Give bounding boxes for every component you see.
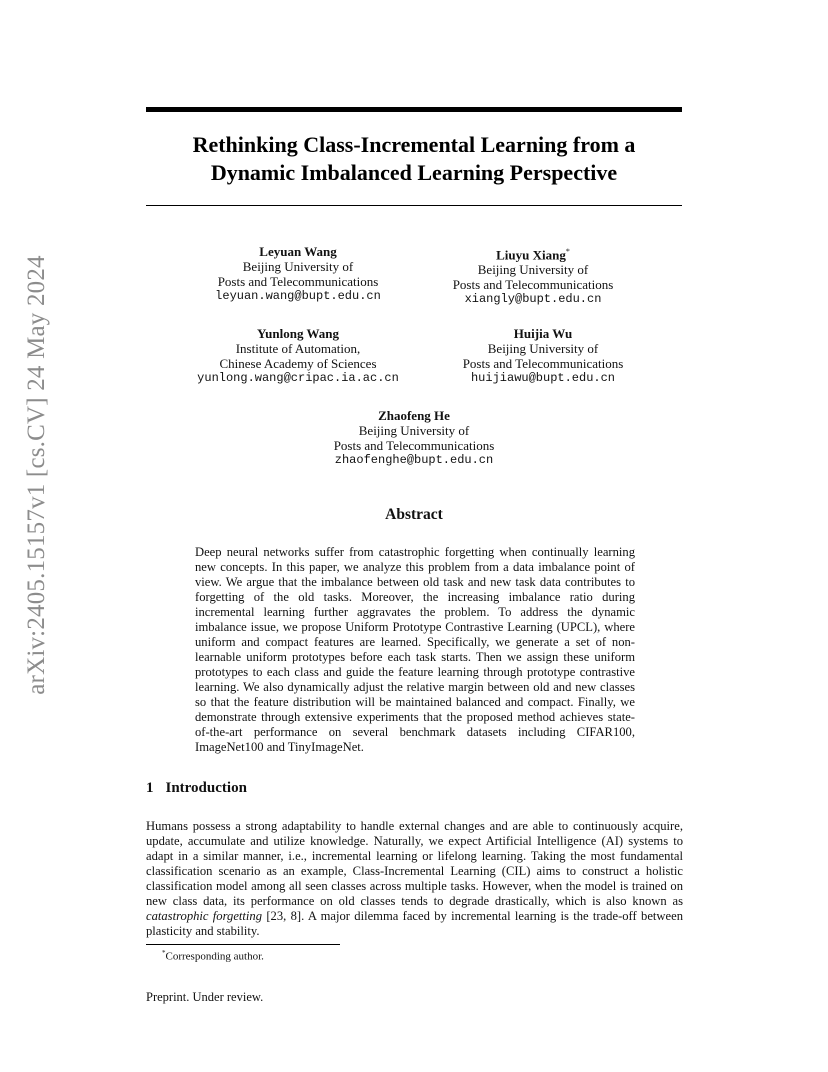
- abstract-text: Deep neural networks suffer from catastrophic forgetting when continually learning new concepts. In this paper, we analyze this problem from a data imbalance point of view. We argue that the imbalance between old task and new task data contributes to forgetting of the old tasks. Moreover, the increasing imbalance ratio during incremental learning further aggravates the problem. To address the dynamic imbalance issue, we propose Uniform Prototype Contrastive Learning (UPCL), where uniform and compact features are learned. Specifically, we generate a set of non-learnable uniform prototypes before each task starts. Then we assign these uniform prototypes to each class and guide the feature learning through prototype contrastive learning. We also dynamically adjust the relative margin between old and new classes so that the feature distribution will be maintained balanced and compact. Finally, we demonstrate through extensive experiments that the proposed method achieves state-of-the-art performance on several benchmark datasets including CIFAR100, ImageNet100 and TinyImageNet.: [195, 545, 635, 754]
- author-affiliation-line: Beijing University of: [358, 423, 470, 438]
- preprint-notice: Preprint. Under review.: [146, 990, 264, 1004]
- introduction-paragraph: [146, 819, 683, 939]
- author-block-1: [168, 244, 428, 304]
- author-name: Leyuan Wang: [259, 244, 337, 259]
- intro-text-part-1: Humans possess a strong adaptability to handle external changes and are able to continuously acquire, update, accumulate and utilize knowledge. Naturally, we expect Artificial Intelligence (AI) systems to adapt in a similar manner, i.e., incremental learning or lifelong learning. Taking the most fundamental classification scenario as an example, Class-Incremental Learning (CIL) aims to construct a holistic classification model among all seen classes across multiple tasks. However, when the model is trained on new class data, its performance on old classes tends to degrade drastically, which is also known as: [146, 819, 683, 908]
- author-email: xiangly@bupt.edu.cn: [464, 292, 602, 307]
- author-block-4: [413, 326, 673, 386]
- author-block-2: [403, 244, 663, 307]
- author-affiliation-line: Institute of Automation,: [235, 341, 361, 356]
- author-affiliation-line: Posts and Telecommunications: [452, 277, 614, 293]
- author-name: Zhaofeng He: [378, 408, 450, 423]
- author-affiliation-line: Posts and Telecommunications: [462, 356, 624, 371]
- intro-text-part-2: [23, 8]. A major dilemma faced by incremental learning is the trade-off between plasticity and stability.: [146, 909, 683, 938]
- footnote-mark: *: [162, 949, 166, 957]
- footnote-rule: [146, 944, 340, 945]
- author-affiliation-line: Beijing University of: [477, 262, 589, 278]
- author-email: leyuan.wang@bupt.edu.cn: [215, 289, 381, 303]
- footnote: [162, 949, 264, 963]
- abstract-heading: Abstract: [385, 506, 443, 523]
- footnote-text: Corresponding author.: [165, 950, 264, 963]
- paper-title: [146, 131, 682, 187]
- author-name: Yunlong Wang: [256, 326, 340, 341]
- title-bottom-rule: [146, 205, 682, 206]
- author-email: yunlong.wang@cripac.ia.ac.cn: [197, 371, 399, 385]
- intro-emphasis: catastrophic forgetting: [146, 909, 263, 923]
- section-heading-introduction: [146, 780, 247, 797]
- author-block-5: [284, 408, 544, 468]
- title-line-1: Rethinking Class-Incremental Learning from a: [192, 132, 636, 157]
- author-email: huijiawu@bupt.edu.cn: [470, 371, 616, 385]
- title-line-2: Dynamic Imbalanced Learning Perspective: [210, 160, 618, 185]
- corresponding-author-mark: *: [565, 247, 570, 256]
- author-name: [403, 244, 663, 262]
- section-title: Introduction: [165, 780, 247, 796]
- author-name: Huijia Wu: [513, 326, 573, 341]
- title-top-rule: [146, 107, 682, 112]
- author-affiliation-line: Posts and Telecommunications: [333, 438, 495, 453]
- author-name-text: Liuyu Xiang: [496, 247, 566, 263]
- author-affiliation-line: Chinese Academy of Sciences: [219, 356, 377, 371]
- section-number: 1: [146, 780, 154, 796]
- author-affiliation-line: Posts and Telecommunications: [217, 274, 379, 289]
- author-block-3: [168, 326, 428, 386]
- author-affiliation-line: Beijing University of: [242, 259, 354, 274]
- author-affiliation-line: Beijing University of: [487, 341, 599, 356]
- arxiv-identifier: arXiv:2405.15157v1 [cs.CV] 24 May 2024: [23, 255, 50, 695]
- author-email: zhaofenghe@bupt.edu.cn: [334, 453, 494, 467]
